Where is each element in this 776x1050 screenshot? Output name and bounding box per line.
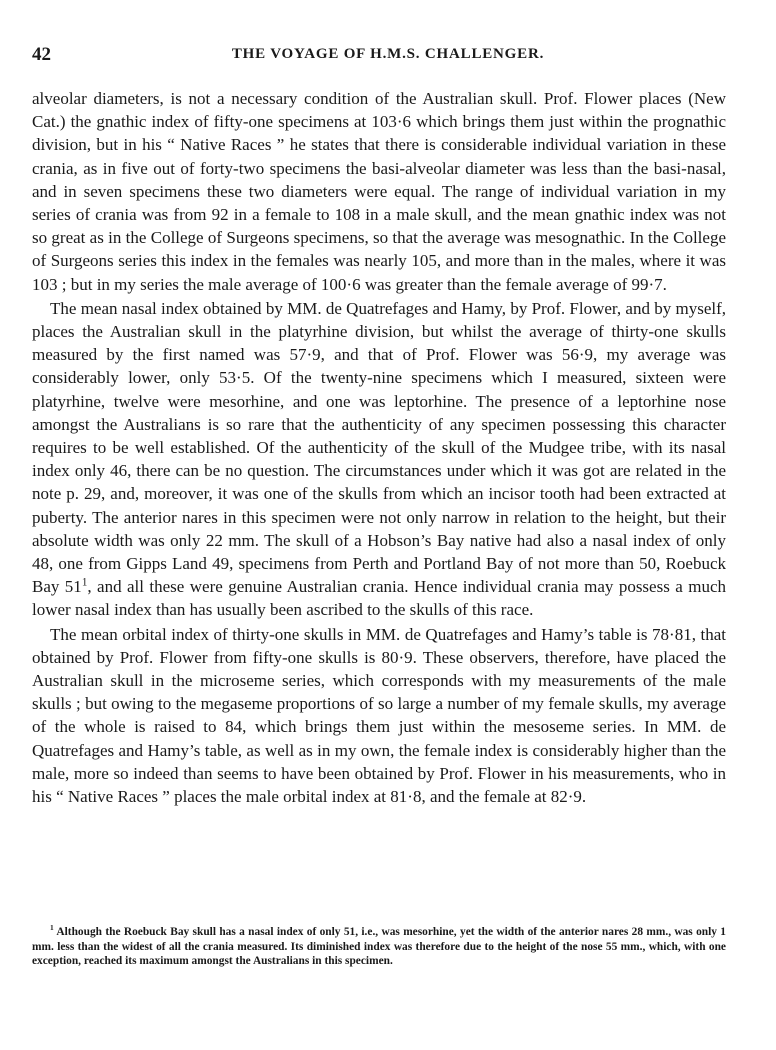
running-title: THE VOYAGE OF H.M.S. CHALLENGER.	[231, 46, 545, 62]
page-number: 42	[32, 44, 51, 65]
paragraph-gnathic-index: alveolar diameters, is not a necessary condition of the Australian skull. Prof. Flower places (New Cat.) the gnathic index of fifty-one specimens at 103·6 which brings them just within the prognathic division, but in his “ Native Races ” he states that there is considerable individual variation in these crania, as in five out of forty-two specimens the basi-alveolar diameter was less than the basi-nasal, and in seven specimens these two diameters were equal. The range of individual variation in my series of crania was from 92 in a female to 108 in a male skull, and the mean gnathic index was not so great as in the College of Surgeons specimens, so that the average was mesognathic. In the College of Surgeons series this index in the females was nearly 105, and more than in the males, where it was 103 ; but in my series the male average of 100·6 was greater than the female average of 99·7.	[32, 89, 726, 294]
body-text	[32, 87, 726, 808]
nasal-index-text-continued: , and all these were genuine Australian crania. Hence individual crania may possess a much lower nasal index than has usually been ascribed to the skulls of this race.	[32, 577, 726, 620]
footnote-marker: 1	[50, 923, 54, 933]
footnotes	[32, 925, 726, 969]
paragraph-orbital-index: The mean orbital index of thirty-one skulls in MM. de Quatrefages and Hamy’s table is 78·81, that obtained by Prof. Flower from fifty-one skulls is 80·9. These observers, therefore, have placed the Australian skull in the microseme series, which corresponds with my measurements of the male skulls ; but owing to the megaseme proportions of so large a number of my female skulls, my average of the whole is raised to 84, which brings them just within the mesoseme series. In MM. de Quatrefages and Hamy’s table, as well as in my own, the female index is considerably higher than the male, more so indeed than seems to have been obtained by Prof. Flower in his measurements, who in his “ Native Races ” places the male orbital index at 81·8, and the female at 82·9.	[32, 624, 726, 807]
footnote	[32, 925, 726, 969]
paragraph-nasal-index	[32, 297, 726, 622]
footnote-reference: 1	[81, 576, 88, 589]
footnote-text: Although the Roebuck Bay skull has a nasal index of only 51, i.e., was mesorhine, yet the width of the anterior nares 28 mm., was only 1 mm. less than the widest of all the crania measured. Its diminished index was therefore due to the height of the nose 55 mm., which, with one exception, reached its maximum amongst the Australians in this specimen.	[32, 926, 726, 968]
running-head	[32, 44, 744, 70]
nasal-index-text: The mean nasal index obtained by MM. de Quatrefages and Hamy, by Prof. Flower, and by myself, places the Australian skull in the platyrhine division, but whilst the average of thirty-one skulls measured by the first named was 57·9, and that of Prof. Flower was 56·9, my average was considerably lower, only 53·5. Of the twenty-nine specimens which I measured, sixteen were platyrhine, twelve were mesorhine, and one was leptorhine. The presence of a leptorhine nose amongst the Australians is so rare that the authenticity of any specimen possessing this character requires to be well established. Of the authenticity of the skull of the Mudgee tribe, with its nasal index only 46, there can be no question. The circumstances under which it was got are related in the note p. 29, and, moreover, it was one of the skulls from which an incisor tooth had been extracted at puberty. The anterior nares in this specimen were not only narrow in relation to the height, but their absolute width was only 22 mm. The skull of a Hobson’s Bay native had also a nasal index of only 48, one from Gipps Land 49, specimens from Perth and Portland Bay of not more than 50, Roebuck Bay 51	[32, 298, 726, 597]
